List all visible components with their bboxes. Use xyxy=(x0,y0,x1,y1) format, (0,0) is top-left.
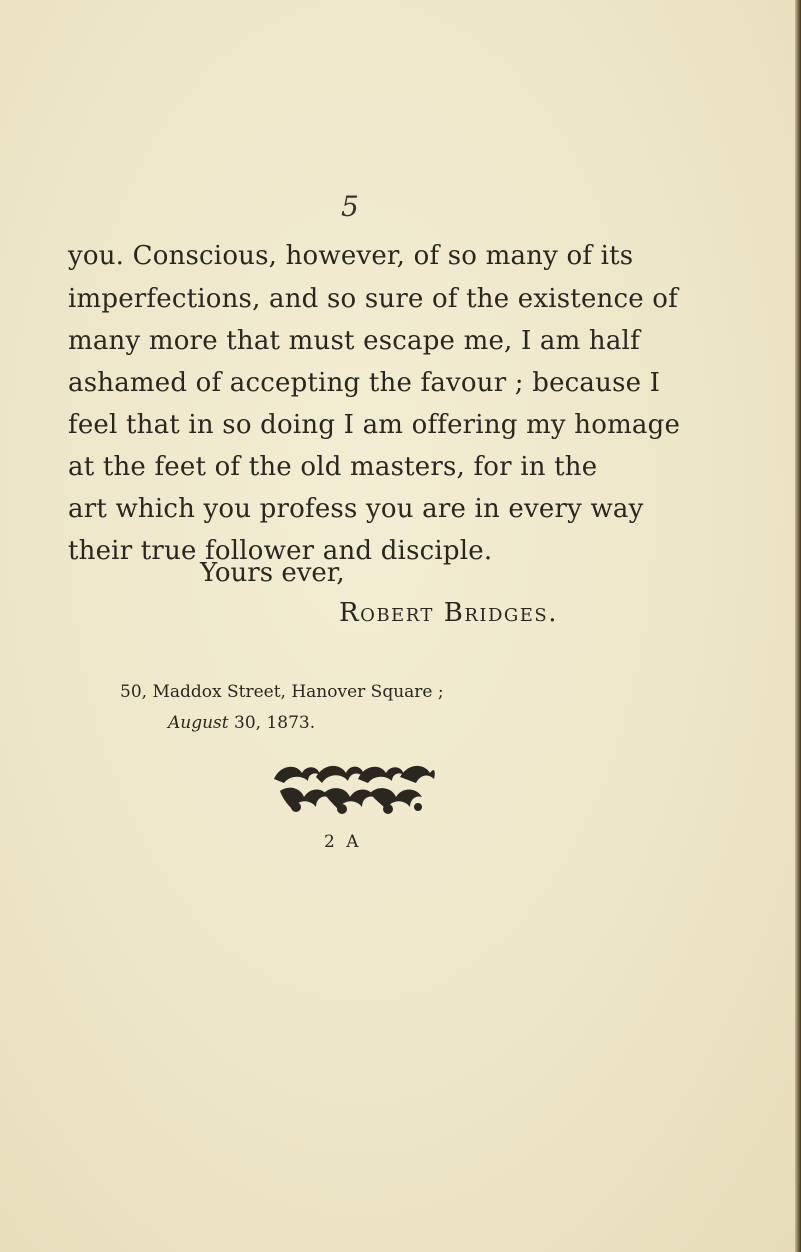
body-line: many more that must escape me, I am half xyxy=(68,326,640,356)
author-signature: Robert Bridges. xyxy=(339,598,559,628)
date-line xyxy=(168,713,315,733)
closing-salutation: Yours ever, xyxy=(200,558,345,588)
body-line: art which you profess you are in every way xyxy=(68,494,644,524)
ornament-icon xyxy=(266,757,438,817)
printers-signature-mark: 2 A xyxy=(324,832,362,852)
body-line: feel that in so doing I am offering my homage xyxy=(68,410,681,440)
address-line: 50, Maddox Street, Hanover Square ; xyxy=(120,682,444,702)
body-line: their true follower and disciple. xyxy=(68,536,493,566)
body-line: imperfections, and so sure of the existence of xyxy=(68,284,678,314)
body-line: ashamed of accepting the favour ; because I xyxy=(68,368,661,398)
date-rest: 30, 1873. xyxy=(228,713,316,733)
page-number: 5 xyxy=(341,190,359,223)
body-line: you. Conscious, however, of so many of its xyxy=(68,241,634,271)
page-edge xyxy=(795,0,801,1252)
body-line: at the feet of the old masters, for in the xyxy=(68,452,598,482)
date-month: August xyxy=(168,713,229,733)
